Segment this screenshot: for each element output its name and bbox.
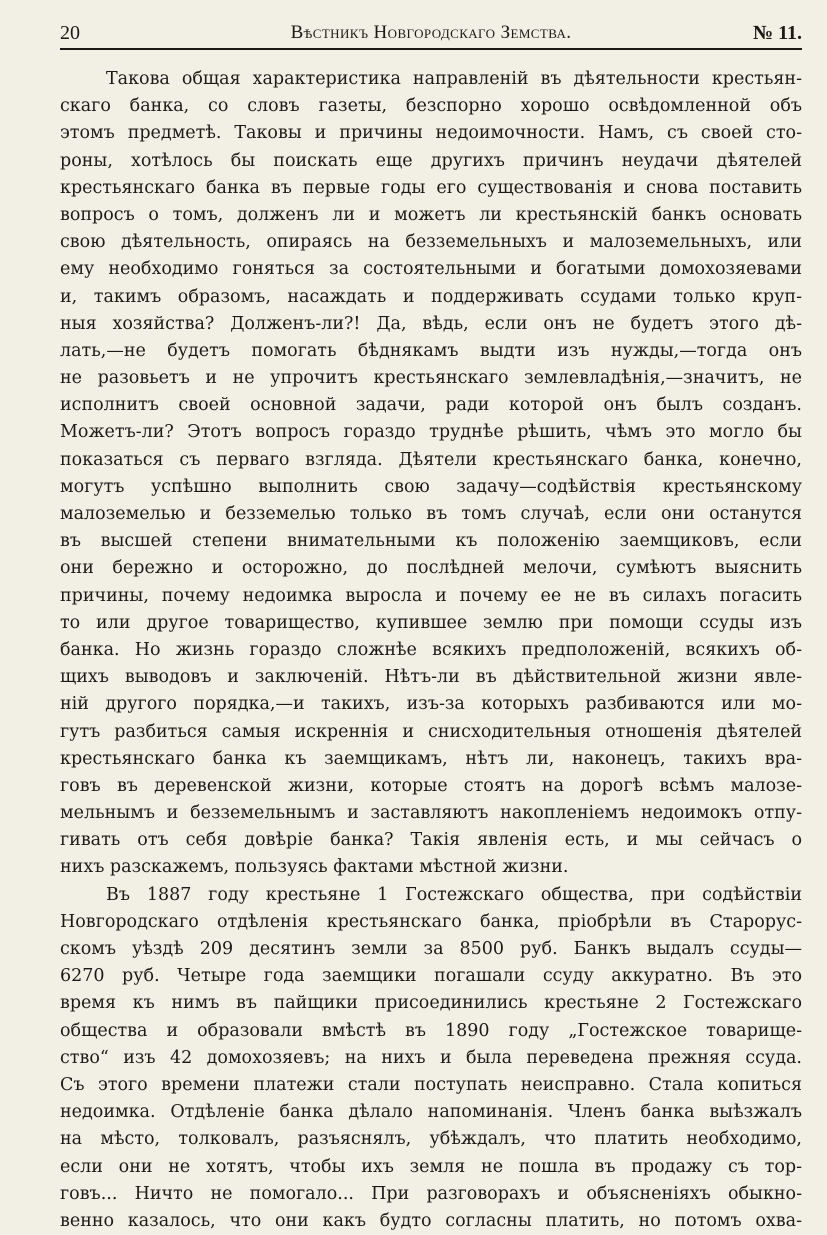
- running-title: Вѣстникъ Новгородскаго Земства.: [290, 22, 572, 43]
- text-line: исполнитъ своей основной задачи, ради которой онъ былъ созданъ.: [60, 395, 802, 416]
- text-line: они бережно и осторожно, до послѣдней мелочи, сумѣютъ выяснить: [60, 558, 802, 579]
- text-line: ство“ изъ 42 домохозяевъ; на нихъ и была переведена прежняя ссуда.: [60, 1047, 802, 1068]
- text-line: могутъ успѣшно выполнить свою задачу—содѣйствія крестьянскому: [60, 476, 802, 497]
- text-line: Новгородскаго отдѣленія крестьянскаго банка, пріобрѣли въ Старорус-: [60, 911, 802, 932]
- text-line: на мѣсто, толковалъ, разъяснялъ, убѣждалъ, что платить необходимо,: [60, 1129, 802, 1150]
- text-line: общества и образовали вмѣстѣ въ 1890 году „Гостежское товарище-: [60, 1020, 802, 1041]
- text-line: ныя хозяйства? Долженъ-ли?! Да, вѣдь, если онъ не будетъ этого дѣ-: [60, 313, 802, 334]
- text-line: показаться съ перваго взгляда. Дѣятели крестьянскаго банка, конечно,: [60, 449, 802, 470]
- document-page: [60, 0, 802, 1231]
- text-line: Съ этого времени платежи стали поступать неисправно. Стала копиться: [60, 1074, 802, 1095]
- text-line: гивать отъ себя довѣріе банка? Такія явленія есть, и мы сейчасъ о: [60, 830, 802, 851]
- text-line: венно казалось, что они какъ будто согласны платить, но потомъ охва-: [60, 1210, 802, 1231]
- text-line: крестьянскаго банка къ заемщикамъ, нѣтъ ли, наконецъ, такихъ вра-: [60, 748, 802, 769]
- text-line: щихъ выводовъ и заключеній. Нѣтъ-ли въ дѣйствительной жизни явле-: [60, 667, 802, 688]
- text-line: скомъ уѣздѣ 209 десятинъ земли за 8500 руб. Банкъ выдалъ ссуды—: [60, 939, 802, 959]
- text-line: ній другого порядка,—и такихъ, изъ-за которыхъ разбиваются или мо-: [60, 694, 802, 715]
- running-header: [60, 20, 802, 50]
- text-line: говъ въ деревенской жизни, которые стоятъ на дорогѣ всѣмъ малозе-: [60, 775, 802, 796]
- text-line: не разовьетъ и не упрочитъ крестьянскаго землевладѣнія,—значитъ, не: [60, 368, 802, 389]
- text-line: Такова общая характеристика направленій въ дѣятельности крестьян-: [106, 69, 802, 89]
- text-line: банка. Но жизнь гораздо сложнѣе всякихъ предположеній, всякихъ об-: [60, 639, 802, 660]
- page-number: 20: [60, 22, 80, 44]
- text-line: крестьянскаго банка въ первые годы его существованія и снова поставить: [60, 177, 802, 198]
- text-line: этомъ предметѣ. Таковы и причины недоимочности. Намъ, съ своей сто-: [60, 123, 802, 144]
- text-line: Можетъ-ли? Этотъ вопросъ гораздо труднѣе рѣшить, чѣмъ это могло бы: [60, 422, 802, 443]
- text-line: ему необходимо гоняться за состоятельными и богатыми домохозяевами: [60, 259, 802, 280]
- text-line: малоземелью и безземелью только въ томъ случаѣ, если они останутся: [60, 504, 802, 524]
- text-line: вопросъ о томъ, долженъ ли и можетъ ли крестьянскій банкъ основать: [60, 204, 802, 225]
- text-line: Въ 1887 году крестьяне 1 Гостежскаго общества, при содѣйствіи: [106, 884, 802, 905]
- text-line: 6270 руб. Четыре года заемщики погашали ссуду аккуратно. Въ это: [60, 966, 802, 987]
- text-line: недоимка. Отдѣленіе банка дѣлало напоминанія. Членъ банка выѣзжалъ: [60, 1102, 802, 1123]
- text-line: роны, хотѣлось бы поискать еще другихъ причинъ неудачи дѣятелей: [60, 150, 802, 171]
- text-line: скаго банка, со словъ газеты, безспорно хорошо освѣдомленной объ: [60, 96, 802, 117]
- text-line: если они не хотятъ, чтобы ихъ земля не пошла въ продажу съ тор-: [60, 1156, 802, 1177]
- text-line: говъ... Ничто не помогало... При разговорахъ и объясненіяхъ обыкно-: [60, 1183, 802, 1204]
- text-line: время къ нимъ въ пайщики присоединились крестьяне 2 Гостежскаго: [60, 993, 802, 1014]
- text-line: мельнымъ и безземельнымъ и заставляютъ накопленіемъ недоимокъ отпу-: [60, 803, 802, 824]
- text-line: нихъ разскажемъ, пользуясь фактами мѣстной жизни.: [60, 857, 569, 878]
- text-line: и, такимъ образомъ, насаждать и поддерживать ссудами только круп-: [60, 286, 802, 307]
- text-line: свою дѣятельность, опираясь на безземельныхъ и малоземельныхъ, или: [60, 232, 802, 253]
- body-text: [60, 66, 802, 1235]
- text-line: лать,—не будетъ помогать бѣднякамъ выдти изъ нужды,—тогда онъ: [60, 340, 802, 361]
- text-line: то или другое товарищество, купившее землю при помощи ссуды изъ: [60, 612, 802, 633]
- text-line: гутъ разбиться самыя искреннія и снисходительныя отношенія дѣятелей: [60, 721, 802, 742]
- text-line: въ высшей степени внимательными къ положенію заемщиковъ, если: [60, 531, 802, 552]
- issue-number: № 11.: [753, 22, 802, 44]
- text-line: причины, почему недоимка выросла и почему ее не въ силахъ погасить: [60, 585, 802, 606]
